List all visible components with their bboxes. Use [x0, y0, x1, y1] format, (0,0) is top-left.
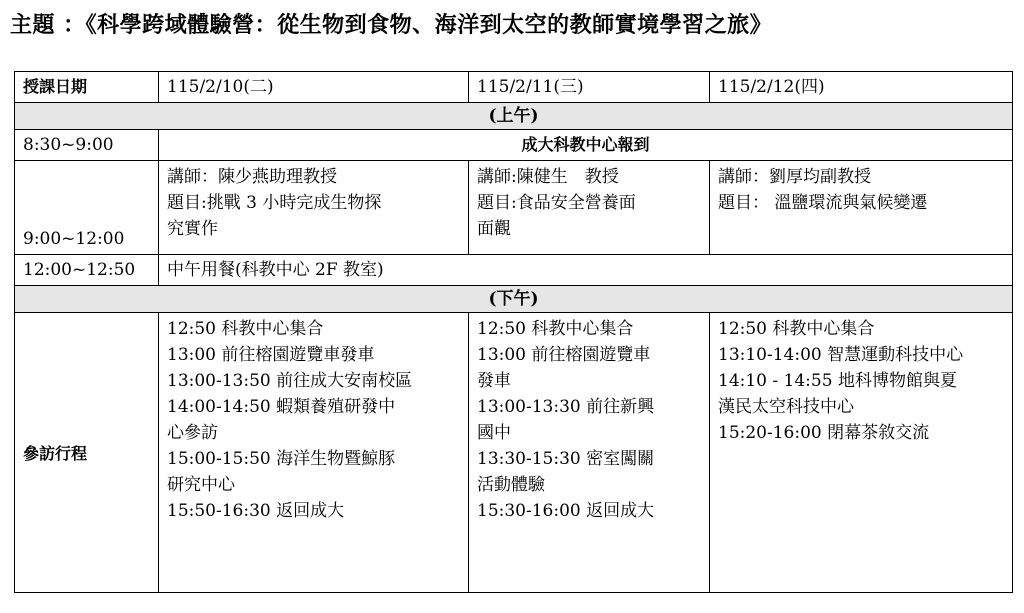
day-header-2: 115/2/11(三): [469, 72, 710, 103]
checkin-text: 成大科教中心報到: [159, 130, 1013, 161]
am-section-row: [15, 103, 1013, 130]
visit-day-2: [469, 313, 710, 593]
morning-session-3-line: 講師：劉厚均副教授: [718, 167, 871, 187]
visit-item: 14:00-14:50 蝦類養殖研發中: [167, 397, 396, 417]
morning-time: 9:00~12:00: [15, 161, 159, 255]
visit-row: [15, 313, 1013, 593]
page-title: 主題 ：《科學跨域體驗營：從生物到食物、海洋到太空的教師實境學習之旅》: [10, 13, 773, 38]
morning-session-2-line: 題目:食品安全營養面: [477, 193, 636, 213]
visit-item: 13:10-14:00 智慧運動科技中心: [718, 345, 964, 365]
visit-item: 15:30-16:00 返回成大: [477, 501, 655, 521]
day-header-3: 115/2/12(四): [710, 72, 1013, 103]
pm-section-row: [15, 286, 1013, 313]
morning-session-3: [710, 161, 1013, 255]
day-header-1: 115/2/10(二): [159, 72, 469, 103]
morning-row: [15, 161, 1013, 255]
visit-label: 參訪行程: [15, 313, 159, 593]
date-label-cell: 授課日期: [15, 72, 159, 103]
visit-item: 15:00-15:50 海洋生物暨鯨豚: [167, 449, 396, 469]
visit-item: 活動體驗: [477, 475, 545, 495]
checkin-row: [15, 130, 1013, 161]
visit-item: 心參訪: [167, 423, 218, 443]
header-row: [15, 72, 1013, 103]
visit-day-3: [710, 313, 1013, 593]
morning-session-1-line: 講師：陳少燕助理教授: [167, 167, 337, 187]
checkin-time: 8:30~9:00: [15, 130, 159, 161]
visit-day-1: [159, 313, 469, 593]
morning-session-1-line: 題目:挑戰 3 小時完成生物探: [167, 193, 382, 213]
morning-session-2: [469, 161, 710, 255]
visit-item: 13:00-13:30 前往新興: [477, 397, 655, 417]
am-section-label: (上午): [15, 103, 1013, 130]
visit-item: 13:00 前往榕園遊覽車發車: [167, 345, 375, 365]
visit-item: 12:50 科教中心集合: [718, 319, 875, 339]
visit-item: 國中: [477, 423, 511, 443]
visit-item: 14:10 - 14:55 地科博物館與夏: [718, 371, 957, 391]
visit-item: 發車: [477, 371, 511, 391]
morning-session-1: [159, 161, 469, 255]
schedule-table: [14, 71, 1013, 593]
visit-item: 15:20-16:00 閉幕茶敘交流: [718, 423, 930, 443]
visit-item: 13:30-15:30 密室闖關: [477, 449, 655, 469]
morning-session-2-line: 面觀: [477, 219, 511, 239]
visit-item: 漢民太空科技中心: [718, 397, 854, 417]
pm-section-label: (下午): [15, 286, 1013, 313]
lunch-text: 中午用餐(科教中心 2F 教室): [159, 255, 1013, 286]
visit-item: 15:50-16:30 返回成大: [167, 501, 345, 521]
visit-item: 12:50 科教中心集合: [167, 319, 324, 339]
morning-session-2-line: 講師:陳健生 教授: [477, 167, 619, 187]
visit-item: 13:00 前往榕園遊覽車: [477, 345, 651, 365]
lunch-time: 12:00~12:50: [15, 255, 159, 286]
visit-item: 13:00-13:50 前往成大安南校區: [167, 371, 413, 391]
visit-item: 12:50 科教中心集合: [477, 319, 634, 339]
visit-item: 研究中心: [167, 475, 235, 495]
lunch-row: [15, 255, 1013, 286]
morning-session-1-line: 究實作: [167, 219, 218, 239]
morning-session-3-line: 題目： 溫鹽環流與氣候變遷: [718, 193, 928, 213]
